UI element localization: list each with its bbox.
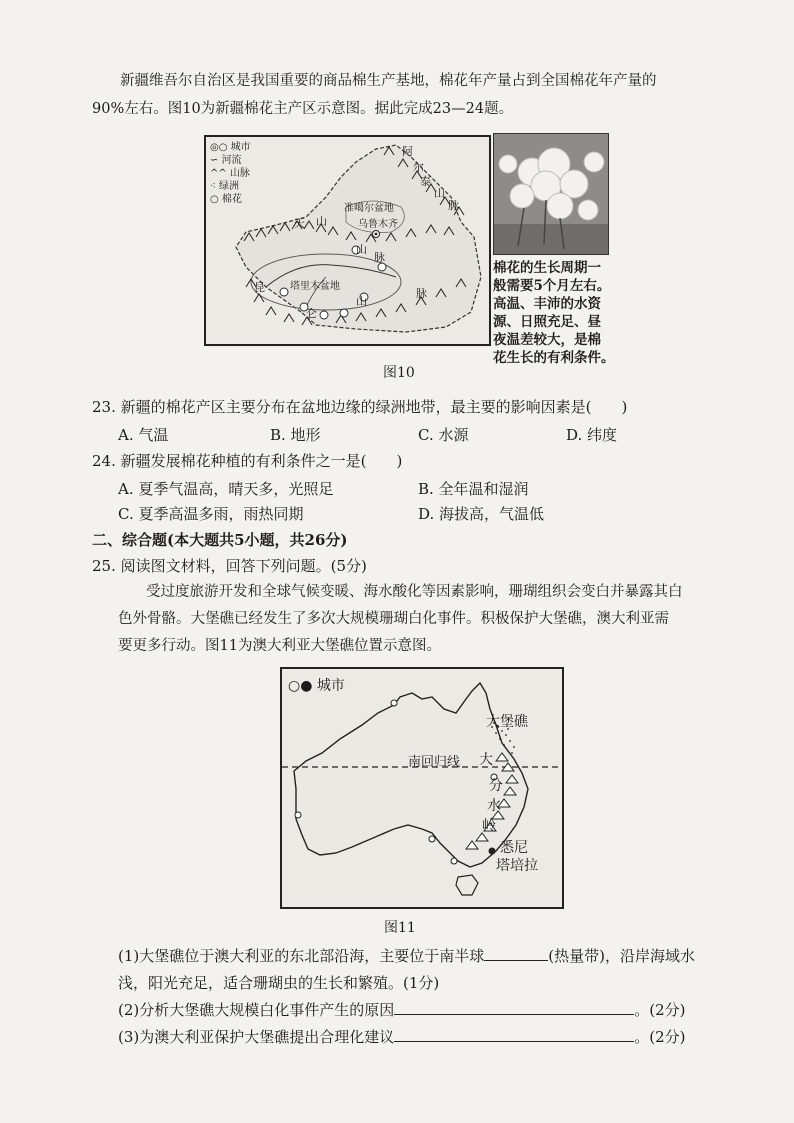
label-great-barrier-reef: 大堡礁	[486, 714, 528, 730]
cotton-icon: ○	[210, 194, 222, 205]
cotton-photo	[493, 133, 609, 255]
q25-para-2: 色外骨骼。大堡礁已经发生了多次大规模珊瑚白化事件。积极保护大堡礁，澳大利亚需	[118, 611, 669, 627]
legend-cotton: ○ 棉花	[210, 194, 242, 205]
label-a: 阿	[402, 145, 413, 158]
city-icon: ○●	[288, 678, 317, 694]
label-shan1: 山	[434, 187, 445, 200]
label-tarim: 塔里木盆地	[290, 281, 340, 292]
label-range-1: 大	[479, 752, 493, 768]
q23-option-d[interactable]: D. 纬度	[566, 426, 618, 444]
label-tian: 天	[294, 217, 305, 230]
label-er: 尔	[413, 161, 424, 174]
city-icon: ◎○	[210, 142, 231, 153]
cotton-note: 棉花的生长周期一 般需要5个月左右。 高温、丰沛的水资 源、日照充足、昼 夜温差较大，是棉 花生长的有利条件。	[493, 260, 615, 366]
answer-blank-2[interactable]	[394, 1000, 634, 1015]
label-range-2: 分	[489, 778, 503, 794]
label-shan4: 山	[356, 295, 367, 308]
legend-river: ∽ 河流	[210, 155, 242, 166]
q23-option-c[interactable]: C. 水源	[418, 426, 469, 444]
q25-sub1-line2: 浅，阳光充足，适合珊瑚虫的生长和繁殖。(1分)	[118, 974, 440, 992]
legend-mountain: ^^ 山脉	[210, 168, 250, 179]
label-kun: 昆	[254, 281, 265, 294]
fig10-caption: 图10	[383, 365, 415, 381]
answer-blank-1[interactable]	[484, 946, 548, 961]
label-mai3: 脉	[416, 287, 427, 300]
q23-option-a[interactable]: A. 气温	[118, 426, 169, 444]
q24-option-c[interactable]: C. 夏季高温多雨，雨热同期	[118, 505, 304, 523]
label-lun: 仑	[306, 307, 317, 320]
q25-stem: 25. 阅读图文材料，回答下列问题。(5分)	[92, 557, 367, 575]
q25-para-1: 受过度旅游开发和全球气候变暖、海水酸化等因素影响，珊瑚组织会变白并暴露其白	[146, 584, 683, 600]
legend-city: ◎○ 城市	[210, 142, 251, 153]
mountain-icon: ^^	[210, 168, 230, 179]
legend-oasis: ⁖ 绿洲	[210, 181, 240, 192]
intro-line-2: 90%左右。图10为新疆棉花主产区示意图。据此完成23—24题。	[92, 101, 514, 117]
australia-map	[280, 667, 564, 909]
label-tai: 泰	[420, 175, 431, 188]
label-tropic: 南回归线	[408, 755, 461, 770]
section-2-heading: 二、综合题(本大题共5小题，共26分)	[92, 531, 348, 549]
label-range-3: 水	[487, 798, 501, 814]
label-junggar: 准噶尔盆地	[344, 203, 394, 214]
oasis-icon: ⁖	[210, 181, 220, 192]
q24-stem: 24. 新疆发展棉花种植的有利条件之一是( )	[92, 452, 403, 470]
answer-blank-3[interactable]	[394, 1027, 634, 1042]
label-shan2: 山	[316, 215, 327, 228]
q24-option-a[interactable]: A. 夏季气温高，晴天多，光照足	[118, 480, 334, 498]
cotton-photo-svg	[494, 134, 608, 254]
fig11-legend: ○● 城市	[288, 678, 345, 694]
label-range-4: 岭	[482, 818, 496, 834]
q24-option-d[interactable]: D. 海拔高，气温低	[418, 505, 545, 523]
q25-sub2: (2)分析大堡礁大规模白化事件产生的原因 。(2分)	[118, 1001, 686, 1019]
q23-option-b[interactable]: B. 地形	[270, 426, 321, 444]
label-mai2: 脉	[374, 251, 385, 264]
q25-sub1-line1: (1)大堡礁位于澳大利亚的东北部沿海，主要位于南半球 (热量带)，沿岸海域水	[118, 947, 695, 965]
q24-option-b[interactable]: B. 全年温和湿润	[418, 480, 529, 498]
q25-para-3: 要更多行动。图11为澳大利亚大堡礁位置示意图。	[118, 638, 441, 654]
label-shan3: 山	[356, 243, 367, 256]
fig11-caption: 图11	[384, 920, 416, 936]
river-icon: ∽	[210, 155, 222, 166]
fig10-legend	[210, 141, 251, 206]
q25-sub3: (3)为澳大利亚保护大堡礁提出合理化建议 。(2分)	[118, 1028, 686, 1046]
label-urumqi: 乌鲁木齐	[358, 219, 398, 230]
xinjiang-map	[204, 135, 491, 346]
label-mai1: 脉	[448, 199, 459, 212]
label-sydney: 悉尼	[500, 840, 528, 856]
label-tasmania: 塔培拉	[496, 858, 538, 874]
intro-line-1: 新疆维吾尔自治区是我国重要的商品棉生产基地，棉花年产量占到全国棉花年产量的	[120, 73, 657, 89]
q23-stem: 23. 新疆的棉花产区主要分布在盆地边缘的绿洲地带，最主要的影响因素是( )	[92, 398, 628, 416]
